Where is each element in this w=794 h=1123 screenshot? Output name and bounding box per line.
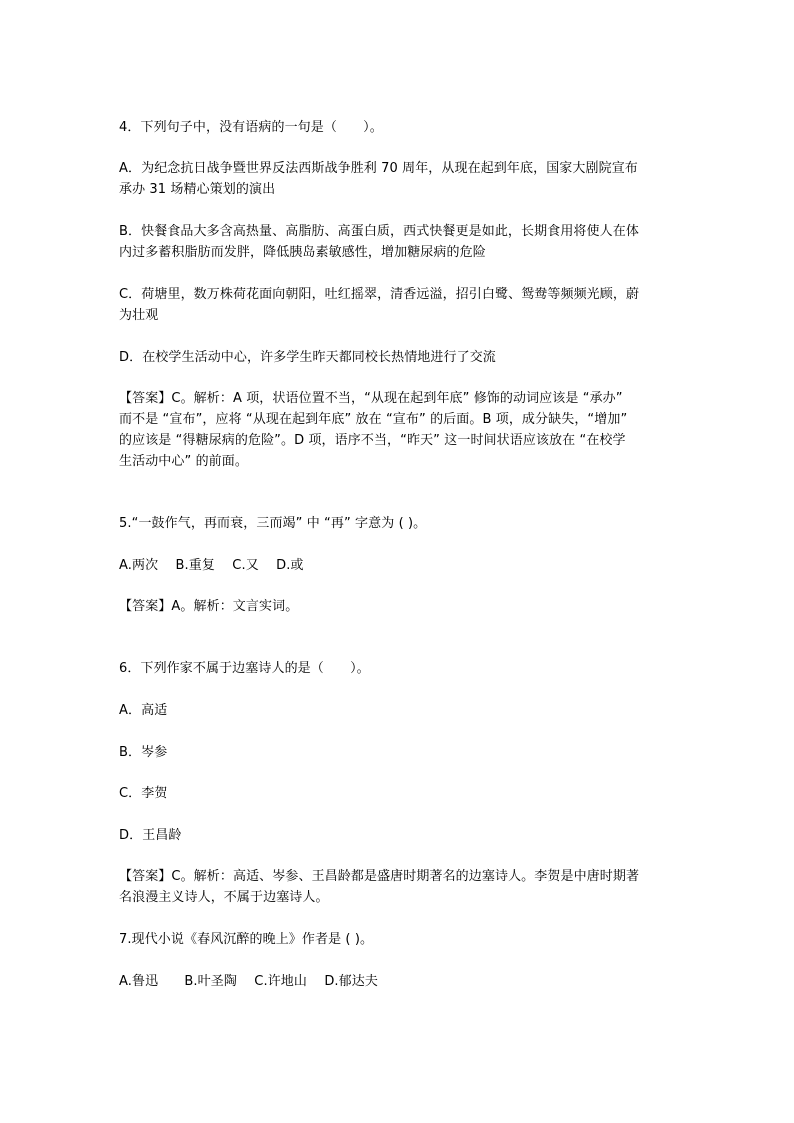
question-4-answer-line-1: 【答案】C。解析：A 项，状语位置不当，“从现在起到年底” 修饰的动词应该是 “承办” xyxy=(119,391,623,406)
question-4-answer-line-2: 而不是 “宣布”，应将 “从现在起到年底” 放在 “宣布” 的后面。B 项，成分缺失，“增加” xyxy=(119,412,628,427)
question-4-option-c-line-1: C．荷塘里，数万株荷花面向朝阳，吐红摇翠，清香远溢，招引白鹭、鸳鸯等频频光顾，蔚 xyxy=(119,287,640,302)
question-6-option-c: C．李贺 xyxy=(119,786,168,801)
question-5-options: A.两次 B.重复 C.又 D.或 xyxy=(119,558,304,573)
question-4-option-a-line-1: A．为纪念抗日战争暨世界反法西斯战争胜利 70 周年，从现在起到年底，国家大剧院宣布 xyxy=(119,161,638,176)
question-6-option-a: A．高适 xyxy=(119,703,168,718)
question-6-option-d: D．王昌龄 xyxy=(119,828,182,843)
question-4-answer-line-4: 生活动中心” 的前面。 xyxy=(119,454,248,469)
question-7-options: A.鲁迅 B.叶圣陶 C.许地山 D.郁达夫 xyxy=(119,974,378,989)
question-6-answer-line-1: 【答案】C。解析：高适、岑参、王昌龄都是盛唐时期著名的边塞诗人。李贺是中唐时期著 xyxy=(119,869,640,884)
question-6-stem: 6．下列作家不属于边塞诗人的是（ ）。 xyxy=(119,661,370,676)
question-4-option-b-line-2: 内过多蓄积脂肪而发胖，降低胰岛素敏感性，增加糖尿病的危险 xyxy=(119,245,486,260)
question-7-stem: 7.现代小说《春风沉醉的晚上》作者是 ( )。 xyxy=(119,932,374,947)
question-6-answer-line-2: 名浪漫主义诗人，不属于边塞诗人。 xyxy=(119,890,329,905)
question-4-option-b-line-1: B．快餐食品大多含高热量、高脂肪、高蛋白质，西式快餐更是如此，长期食用将使人在体 xyxy=(119,224,639,239)
question-5-stem: 5.“一鼓作气，再而衰，三而竭” 中 “再” 字意为 ( )。 xyxy=(119,516,427,531)
question-4-option-d: D．在校学生活动中心，许多学生昨天都同校长热情地进行了交流 xyxy=(119,350,496,365)
question-4-option-a-line-2: 承办 31 场精心策划的演出 xyxy=(119,182,276,197)
question-6-option-b: B．岑参 xyxy=(119,745,168,760)
question-5-answer: 【答案】A。解析：文言实词。 xyxy=(119,599,299,614)
question-4-answer-line-3: 的应该是 “得糖尿病的危险”。D 项，语序不当，“昨天” 这一时间状语应该放在 “在校学 xyxy=(119,433,626,448)
question-4-stem: 4．下列句子中，没有语病的一句是（ ）。 xyxy=(119,120,383,135)
question-4-option-c-line-2: 为壮观 xyxy=(119,308,159,323)
